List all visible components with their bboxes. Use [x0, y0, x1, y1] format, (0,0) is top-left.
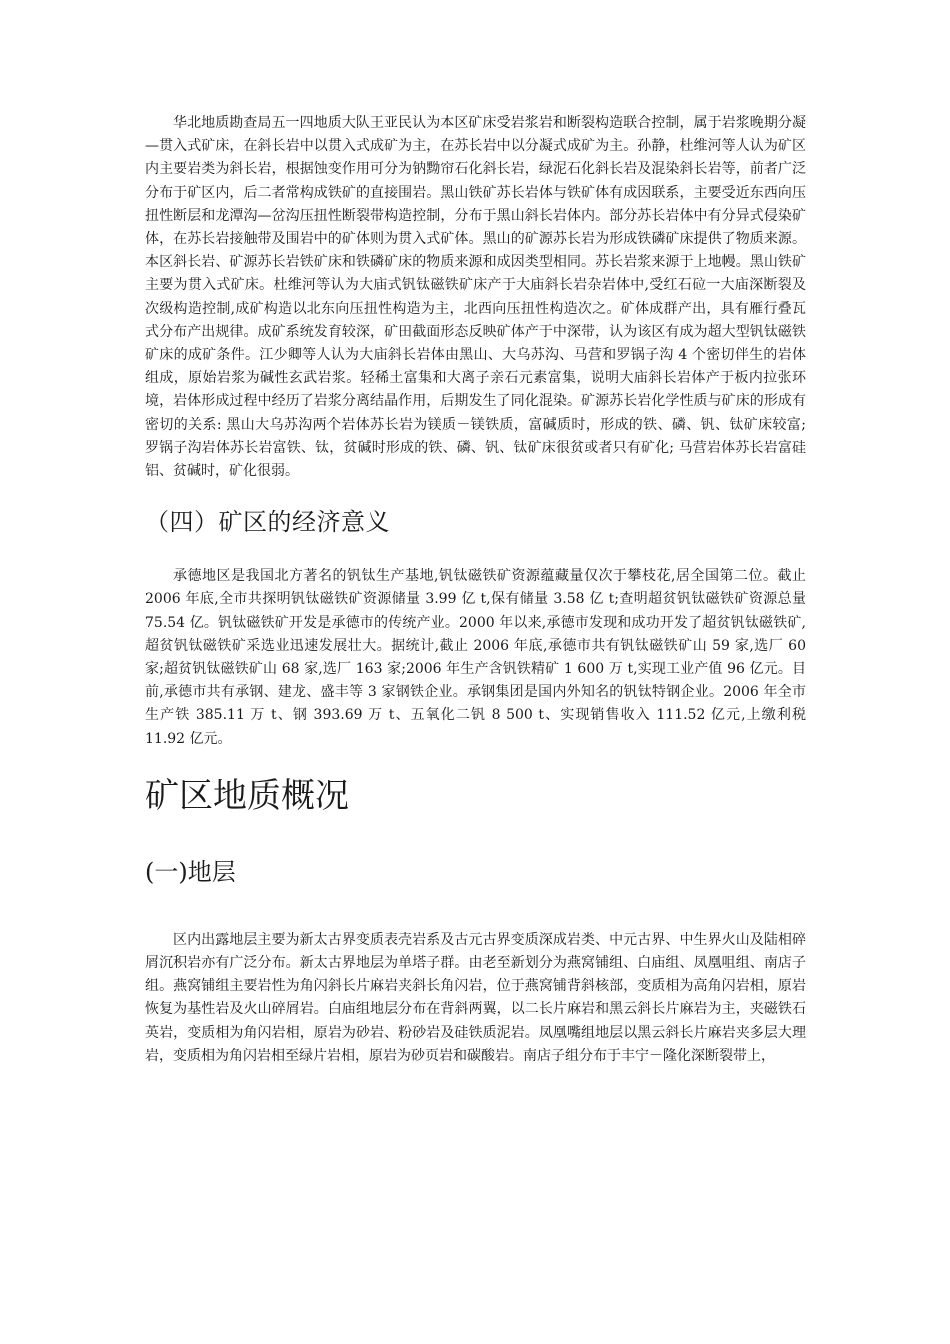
paragraph-economic: 承德地区是我国北方著名的钒钛生产基地,钒钛磁铁矿资源蕴藏量仅次于攀枝花,居全国第二位。截止 2006 年底,全市共探明钒钛磁铁矿资源储量 3.99 亿 t,保有储量 3.58 亿 t;查明超贫钒钛磁铁矿资源总量 75.54 亿。钒钛磁铁矿开发是承德市的传统产业。2000 年以来,承德市发现和成功开发了超贫钒钛磁铁矿,超贫钒钛磁铁矿采选业迅速发展壮大。据统计,截止 2006 年底,承德市共有钒钛磁铁矿山 59 家,选厂 60 家;超贫钒钛磁铁矿山 68 家,选厂 163 家;2006 年生产含钒铁精矿 1 600 万 t,实现工业产值 96 亿元。目前,承德市共有承钢、建龙、盛丰等 3 家钢铁企业。承钢集团是国内外知名的钒钛特钢企业。2006 年全市生产铁 385.11 万 t、钢 393.69 万 t、五氧化二钒 8 500 t、实现销售收入 111.52 亿元,上缴利税 11.92 亿元。: [145, 568, 806, 747]
heading-geology-overview: 矿区地质概况: [145, 775, 349, 816]
document-page: [145, 112, 806, 1068]
heading-strata: (一)地层: [145, 857, 236, 886]
heading-economic-significance: （四）矿区的经济意义: [145, 508, 390, 537]
paragraph-strata: 区内出露地层主要为新太古界变质表壳岩系及古元古界变质深成岩类、中元古界、中生界火山及陆相碎屑沉积岩亦有广泛分布。新太古界地层为单塔子群。由老至新划分为燕窝铺组、白庙组、凤凰咀组、南店子组。燕窝铺组主要岩性为角闪斜长片麻岩夹斜长角闪岩，位于燕窝铺背斜核部，变质相为高角闪岩相，原岩恢复为基性岩及火山碎屑岩。白庙组地层分布在背斜两翼，以二长片麻岩和黑云斜长片麻岩为主，夹磁铁石英岩，变质相为角闪岩相，原岩为砂岩、粉砂岩及硅铁质泥岩。凤凰嘴组地层以黑云斜长片麻岩夹多层大理岩，变质相为角闪岩相至绿片岩相，原岩为砂页岩和碳酸岩。南店子组分布于丰宁－隆化深断裂带上，: [145, 931, 806, 1064]
paragraph-genesis: 华北地质勘查局五一四地质大队王亚民认为本区矿床受岩浆岩和断裂构造联合控制，属于岩浆晚期分凝—贯入式矿床，在斜长岩中以贯入式成矿为主，在苏长岩中以分凝式成矿为主。孙静，杜维河等人认为矿区内主要岩类为斜长岩，根据蚀变作用可分为钠黝帘石化斜长岩，绿泥石化斜长岩及混染斜长岩等，前者广泛分布于矿区内，后二者常构成铁矿的直接围岩。黑山铁矿苏长岩体与铁矿体有成因联系，主要受近东西向压扭性断层和龙潭沟—岔沟压扭性断裂带构造控制，分布于黑山斜长岩体内。部分苏长岩体中有分异式侵染矿体，在苏长岩接触带及围岩中的矿体则为贯入式矿体。黑山的矿源苏长岩为形成铁磷矿床提供了物质来源。本区斜长岩、矿源苏长岩铁矿床和铁磷矿床的物质来源和成因类型相同。苏长岩浆来源于上地幔。黑山铁矿主要为贯入式矿床。杜维河等认为大庙式钒钛磁铁矿床产于大庙斜长岩杂岩体中,受红石砬一大庙深断裂及次级构造控制,成矿构造以北东向压扭性构造为主，北西向压扭性构造次之。矿体成群产出，具有雁行叠瓦式分布产出规律。成矿系统发育较深，矿田截面形态反映矿体产于中深带，认为该区有成为超大型钒钛磁铁矿床的成矿条件。江少卿等人认为大庙斜长岩体由黑山、大乌苏沟、马营和罗锅子沟 4 个密切伴生的岩体组成，原始岩浆为碱性玄武岩浆。轻稀土富集和大离子亲石元素富集，说明大庙斜长岩体产于板内拉张环境，岩体形成过程中经历了岩浆分离结晶作用，后期发生了同化混染。矿源苏长岩化学性质与矿床的形成有密切的关系: 黑山大乌苏沟两个岩体苏长岩为镁质－镁铁质，富碱质时，形成的铁、磷、钒、钛矿床较富; 罗锅子沟岩体苏长岩富铁、钛，贫碱时形成的铁、磷、钒、钛矿床很贫或者只有矿化; 马营岩体苏长岩富硅铝、贫碱时，矿化很弱。: [145, 115, 806, 480]
